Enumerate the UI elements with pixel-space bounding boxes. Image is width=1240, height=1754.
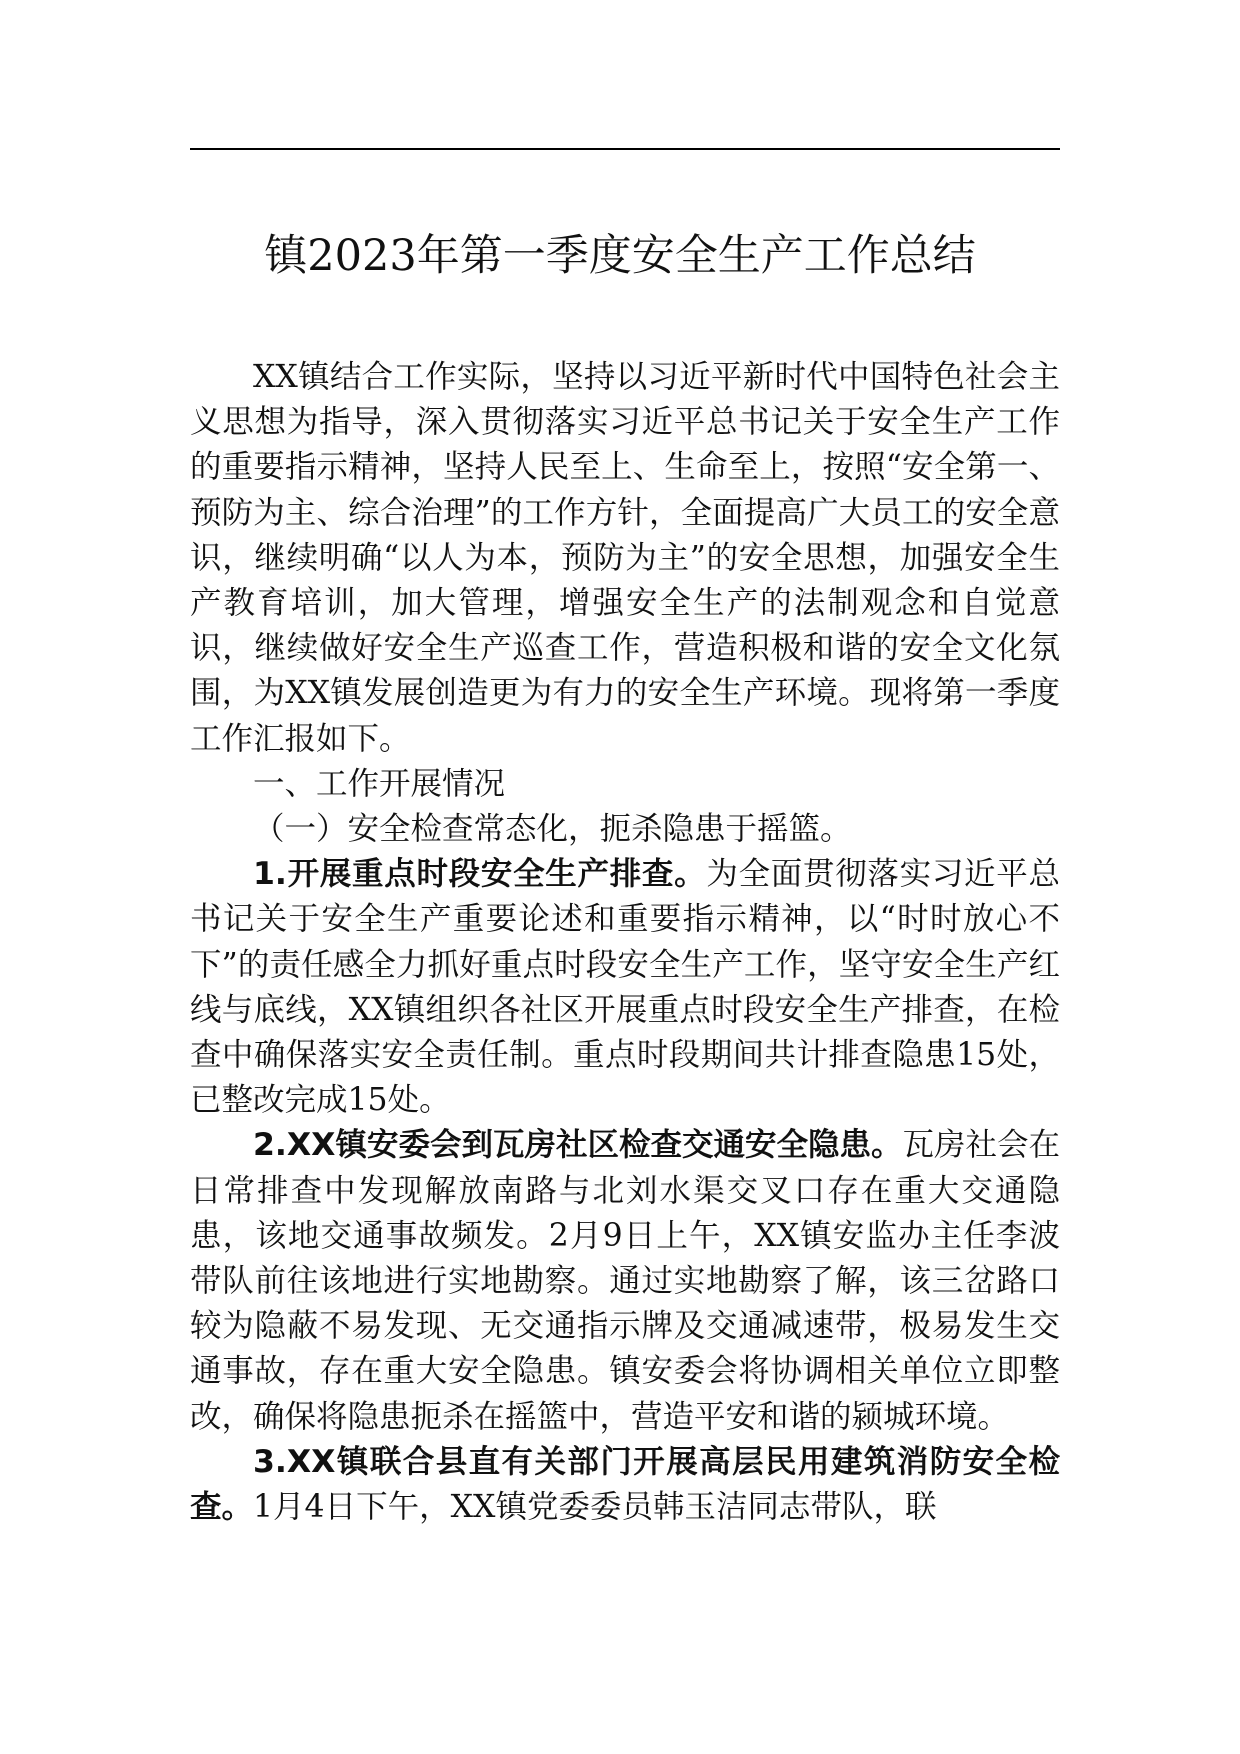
section-heading: 一、工作开展情况 [253,765,506,802]
item-lead-1: 1.开展重点时段安全生产排查。 [253,856,707,893]
subsection-heading: （一）安全检查常态化，扼杀隐患于摇篮。 [253,811,852,848]
item-paragraph-2 [190,1123,1060,1439]
item-lead-3: 3.XX镇联合县直有关部门开展高层民用建筑消防安全检查。 [190,1443,1060,1526]
item-paragraph-3 [190,1440,1060,1530]
document-title: 镇2023年第一季度安全生产工作总结 [264,231,976,281]
item-body-2: 瓦房社会在日常排查中发现解放南路与北刘水渠交叉口存在重大交通隐患，该地交通事故频发。2月9日上午，XX镇安监办主任李波带队前往该地进行实地勘察。通过实地勘察了解，该三岔路口较为隐蔽不易发现、无交通指示牌及交通减速带，极易发生交通事故，存在重大安全隐患。镇安委会将协调相关单位立即整改，确保将隐患扼杀在摇篮中，营造平安和谐的颍城环境。 [190,1127,1060,1435]
intro-paragraph: XX镇结合工作实际，坚持以习近平新时代中国特色社会主义思想为指导，深入贯彻落实习近平总书记关于安全生产工作的重要指示精神，坚持人民至上、生命至上，按照“安全第一、预防为主、综合治理”的工作方针，全面提高广大员工的安全意识，继续明确“以人为本，预防为主”的安全思想，加强安全生产教育培训，加大管理，增强安全生产的法制观念和自觉意识，继续做好安全生产巡查工作，营造积极和谐的安全文化氛围，为XX镇发展创造更为有力的安全生产环境。现将第一季度工作汇报如下。 [190,359,1060,757]
item-body-3: 1月4日下午，XX镇党委委员韩玉洁同志带队，联 [253,1489,937,1526]
item-lead-2: 2.XX镇安委会到瓦房社区检查交通安全隐患。 [253,1127,903,1164]
item-body-1: 为全面贯彻落实习近平总书记关于安全生产重要论述和重要指示精神，以“时时放心不下”的责任感全力抓好重点时段安全生产工作，坚守安全生产红线与底线，XX镇组织各社区开展重点时段安全生产排查，在检查中确保落实安全责任制。重点时段期间共计排查隐患15处，已整改完成15处。 [190,856,1060,1119]
item-paragraph-1 [190,852,1060,1123]
header-rule [190,148,1060,150]
document-body [190,355,1060,1530]
